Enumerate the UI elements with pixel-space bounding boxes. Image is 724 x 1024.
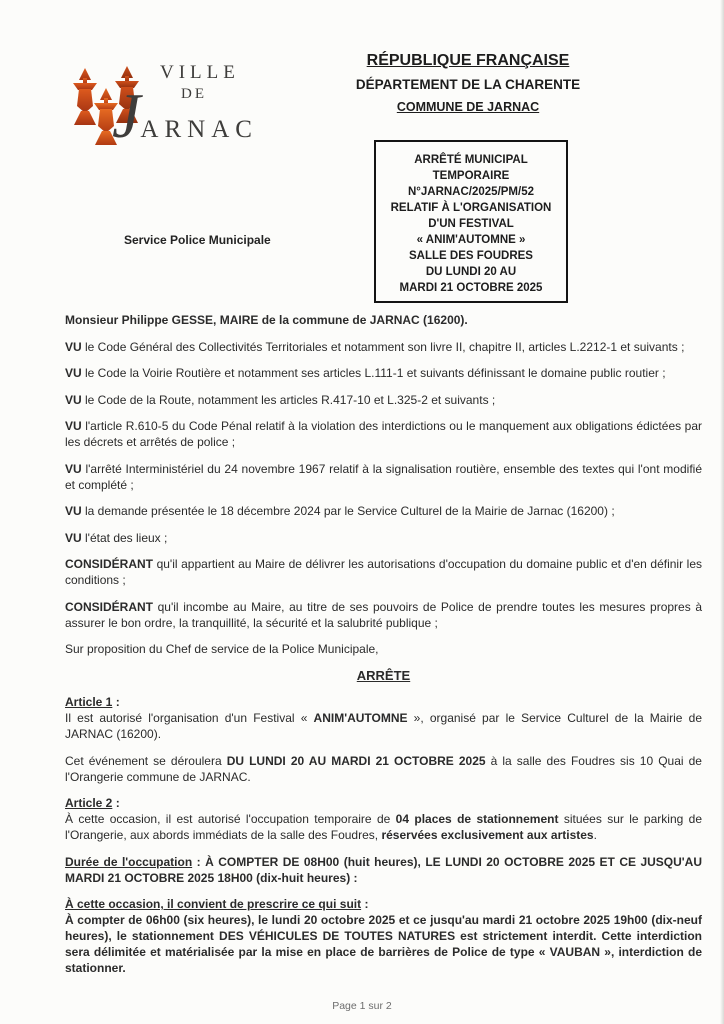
article-2-heading bbox=[65, 795, 702, 811]
considerant-clause-1 bbox=[65, 556, 702, 588]
article-2-text bbox=[65, 811, 702, 843]
page-number: Page 1 sur 2 bbox=[332, 1000, 392, 1012]
text-run: l'état des lieux ; bbox=[81, 530, 168, 545]
text-run: Article 2 bbox=[65, 796, 113, 810]
vu-clause-2 bbox=[65, 365, 702, 381]
text-run: 04 places de stationnement bbox=[395, 812, 559, 826]
text-run: CONSIDÉRANT bbox=[65, 557, 154, 571]
text-run: Il est autorisé l'organisation d'un Festival « bbox=[65, 711, 314, 725]
decree-box-line: TEMPORAIRE bbox=[432, 170, 510, 182]
vu-clause-1 bbox=[65, 339, 702, 355]
text-run: VU bbox=[65, 339, 82, 354]
text-run: À compter de 06h00 (six heures), le lundi 20 octobre 2025 et ce jusqu'au mardi 21 octobre 2025 19h00 (dix-neuf heures), le stationnement DES VÉHICULES DE TOUTES NATURES est strictement interdit. Cette interdiction sera délimitée et matérialisée par la mise en place de barrières de Police de type « VAUBAN », interdiction de stationner. bbox=[65, 913, 702, 975]
decree-box-line: ARRÊTÉ MUNICIPAL bbox=[414, 154, 528, 166]
proposition-line bbox=[65, 641, 702, 657]
text-run: qu'il incombe au Maire, au titre de ses pouvoirs de Police de prendre toutes les mesures propres à assurer le bon ordre, la tranquillité, la sécurité et la salubrité publique ; bbox=[65, 599, 702, 630]
text-run: ANIM'AUTOMNE bbox=[313, 711, 408, 725]
logo-ville-text: VILLE bbox=[160, 62, 240, 83]
text-run: situées sur le parking de l'Orangerie, aux abords immédiats de la salle des Foudres, bbox=[65, 812, 702, 842]
republic-title: RÉPUBLIQUE FRANÇAISE bbox=[366, 52, 570, 69]
text-run: À cette occasion, il convient de prescrire ce qui suit bbox=[65, 897, 362, 911]
text-run: à la salle des Foudres sis 10 Quai de l'Orangerie commune de JARNAC. bbox=[65, 753, 702, 784]
official-header bbox=[352, 52, 584, 114]
text-run: : À COMPTER DE 08H00 (huit heures), LE LUNDI 20 OCTOBRE 2025 ET CE JUSQU'AU MARDI 21 OCTOBRE 2025 18H00 (dix-huit heures) : bbox=[65, 854, 702, 885]
event-dates-text bbox=[65, 753, 702, 785]
service-label: Service Police Municipale bbox=[124, 233, 271, 247]
department-title: DÉPARTEMENT DE LA CHARENTE bbox=[355, 77, 581, 92]
text-run: VU bbox=[65, 530, 82, 545]
text-run: VU bbox=[65, 419, 82, 433]
prescription-heading bbox=[65, 896, 702, 912]
text-run: ARRÊTE bbox=[356, 667, 411, 683]
logo-de-text: DE bbox=[181, 86, 207, 102]
text-run: VU bbox=[65, 392, 82, 407]
vu-clause-5 bbox=[65, 461, 702, 493]
text-run: réservées exclusivement aux artistes bbox=[381, 828, 594, 842]
text-run: la demande présentée le 18 décembre 2024 par le Service Culturel de la Mairie de Jarnac (16200) ; bbox=[81, 504, 615, 518]
logo-arnac: ARNAC bbox=[140, 116, 258, 143]
commune-title: COMMUNE DE JARNAC bbox=[396, 100, 540, 114]
considerant-clause-2 bbox=[65, 599, 702, 631]
text-run: Sur proposition du Chef de service de la Police Municipale, bbox=[65, 642, 379, 656]
decree-box-line: SALLE DES FOUDRES bbox=[409, 250, 533, 262]
text-run: qu'il appartient au Maire de délivrer les autorisations d'occupation du domaine public et d'en définir les conditions ; bbox=[65, 557, 702, 587]
decree-box-line: N°JARNAC/2025/PM/52 bbox=[407, 186, 535, 198]
mayor-line bbox=[65, 312, 702, 328]
vu-clause-7 bbox=[65, 530, 702, 546]
text-run: DU LUNDI 20 AU MARDI 21 OCTOBRE 2025 bbox=[226, 753, 486, 768]
occupation-duration bbox=[65, 854, 702, 886]
text-run: l'arrêté Interministériel du 24 novembre 1967 relatif à la signalisation routière, ensemble des textes qui l'ont modifié et complété ; bbox=[65, 461, 702, 492]
decree-box-line: RELATIF À L'ORGANISATION bbox=[390, 202, 552, 214]
text-run: . bbox=[593, 828, 597, 842]
text-run: Cet événement se déroulera bbox=[65, 753, 227, 768]
text-run: Monsieur Philippe GESSE, MAIRE de la commune de JARNAC (16200). bbox=[65, 313, 468, 327]
arrete-heading bbox=[65, 668, 702, 684]
decree-body bbox=[65, 312, 702, 987]
text-run: le Code la Voirie Routière et notamment ses articles L.111-1 et suivants définissant le domaine public routier ; bbox=[81, 366, 666, 380]
text-run: : bbox=[112, 796, 120, 810]
text-run: l'article R.610-5 du Code Pénal relatif à la violation des interdictions ou le manquement aux obligations édictées par les décrets et arrêtés de police ; bbox=[65, 419, 702, 449]
text-run: le Code Général des Collectivités Territoriales et notamment son livre II, chapitre II, articles L.2212-1 et suivants ; bbox=[81, 339, 685, 354]
article-1-heading bbox=[65, 694, 702, 710]
article-1-text bbox=[65, 710, 702, 742]
text-run: », organisé par le Service Culturel de la Mairie de JARNAC (16200). bbox=[65, 711, 702, 741]
decree-title-box bbox=[374, 140, 568, 303]
text-run: Durée de l'occupation bbox=[65, 854, 193, 869]
logo-jarnac-text bbox=[112, 80, 258, 161]
decree-box-line: « ANIM'AUTOMNE » bbox=[416, 234, 526, 246]
decree-box-line: D'UN FESTIVAL bbox=[428, 218, 514, 230]
text-run: : bbox=[112, 695, 120, 709]
text-run: VU bbox=[65, 504, 82, 518]
text-run: VU bbox=[65, 461, 82, 476]
vu-clause-6 bbox=[65, 503, 702, 519]
vu-clause-3 bbox=[65, 392, 702, 408]
text-run: le Code de la Route, notamment les articles R.417-10 et L.325-2 et suivants ; bbox=[81, 392, 496, 407]
text-run: À cette occasion, il est autorisé l'occupation temporaire de bbox=[65, 812, 396, 826]
text-run: CONSIDÉRANT bbox=[65, 599, 154, 614]
logo-initial-j: J bbox=[112, 80, 141, 151]
text-run: Article 1 bbox=[65, 695, 113, 709]
text-run: : bbox=[361, 897, 369, 911]
vu-clause-4 bbox=[65, 418, 702, 450]
decree-box-line: DU LUNDI 20 AU bbox=[425, 266, 517, 278]
text-run: VU bbox=[65, 366, 82, 380]
decree-box-line: MARDI 21 OCTOBRE 2025 bbox=[399, 282, 543, 294]
prescription-text bbox=[65, 912, 702, 976]
